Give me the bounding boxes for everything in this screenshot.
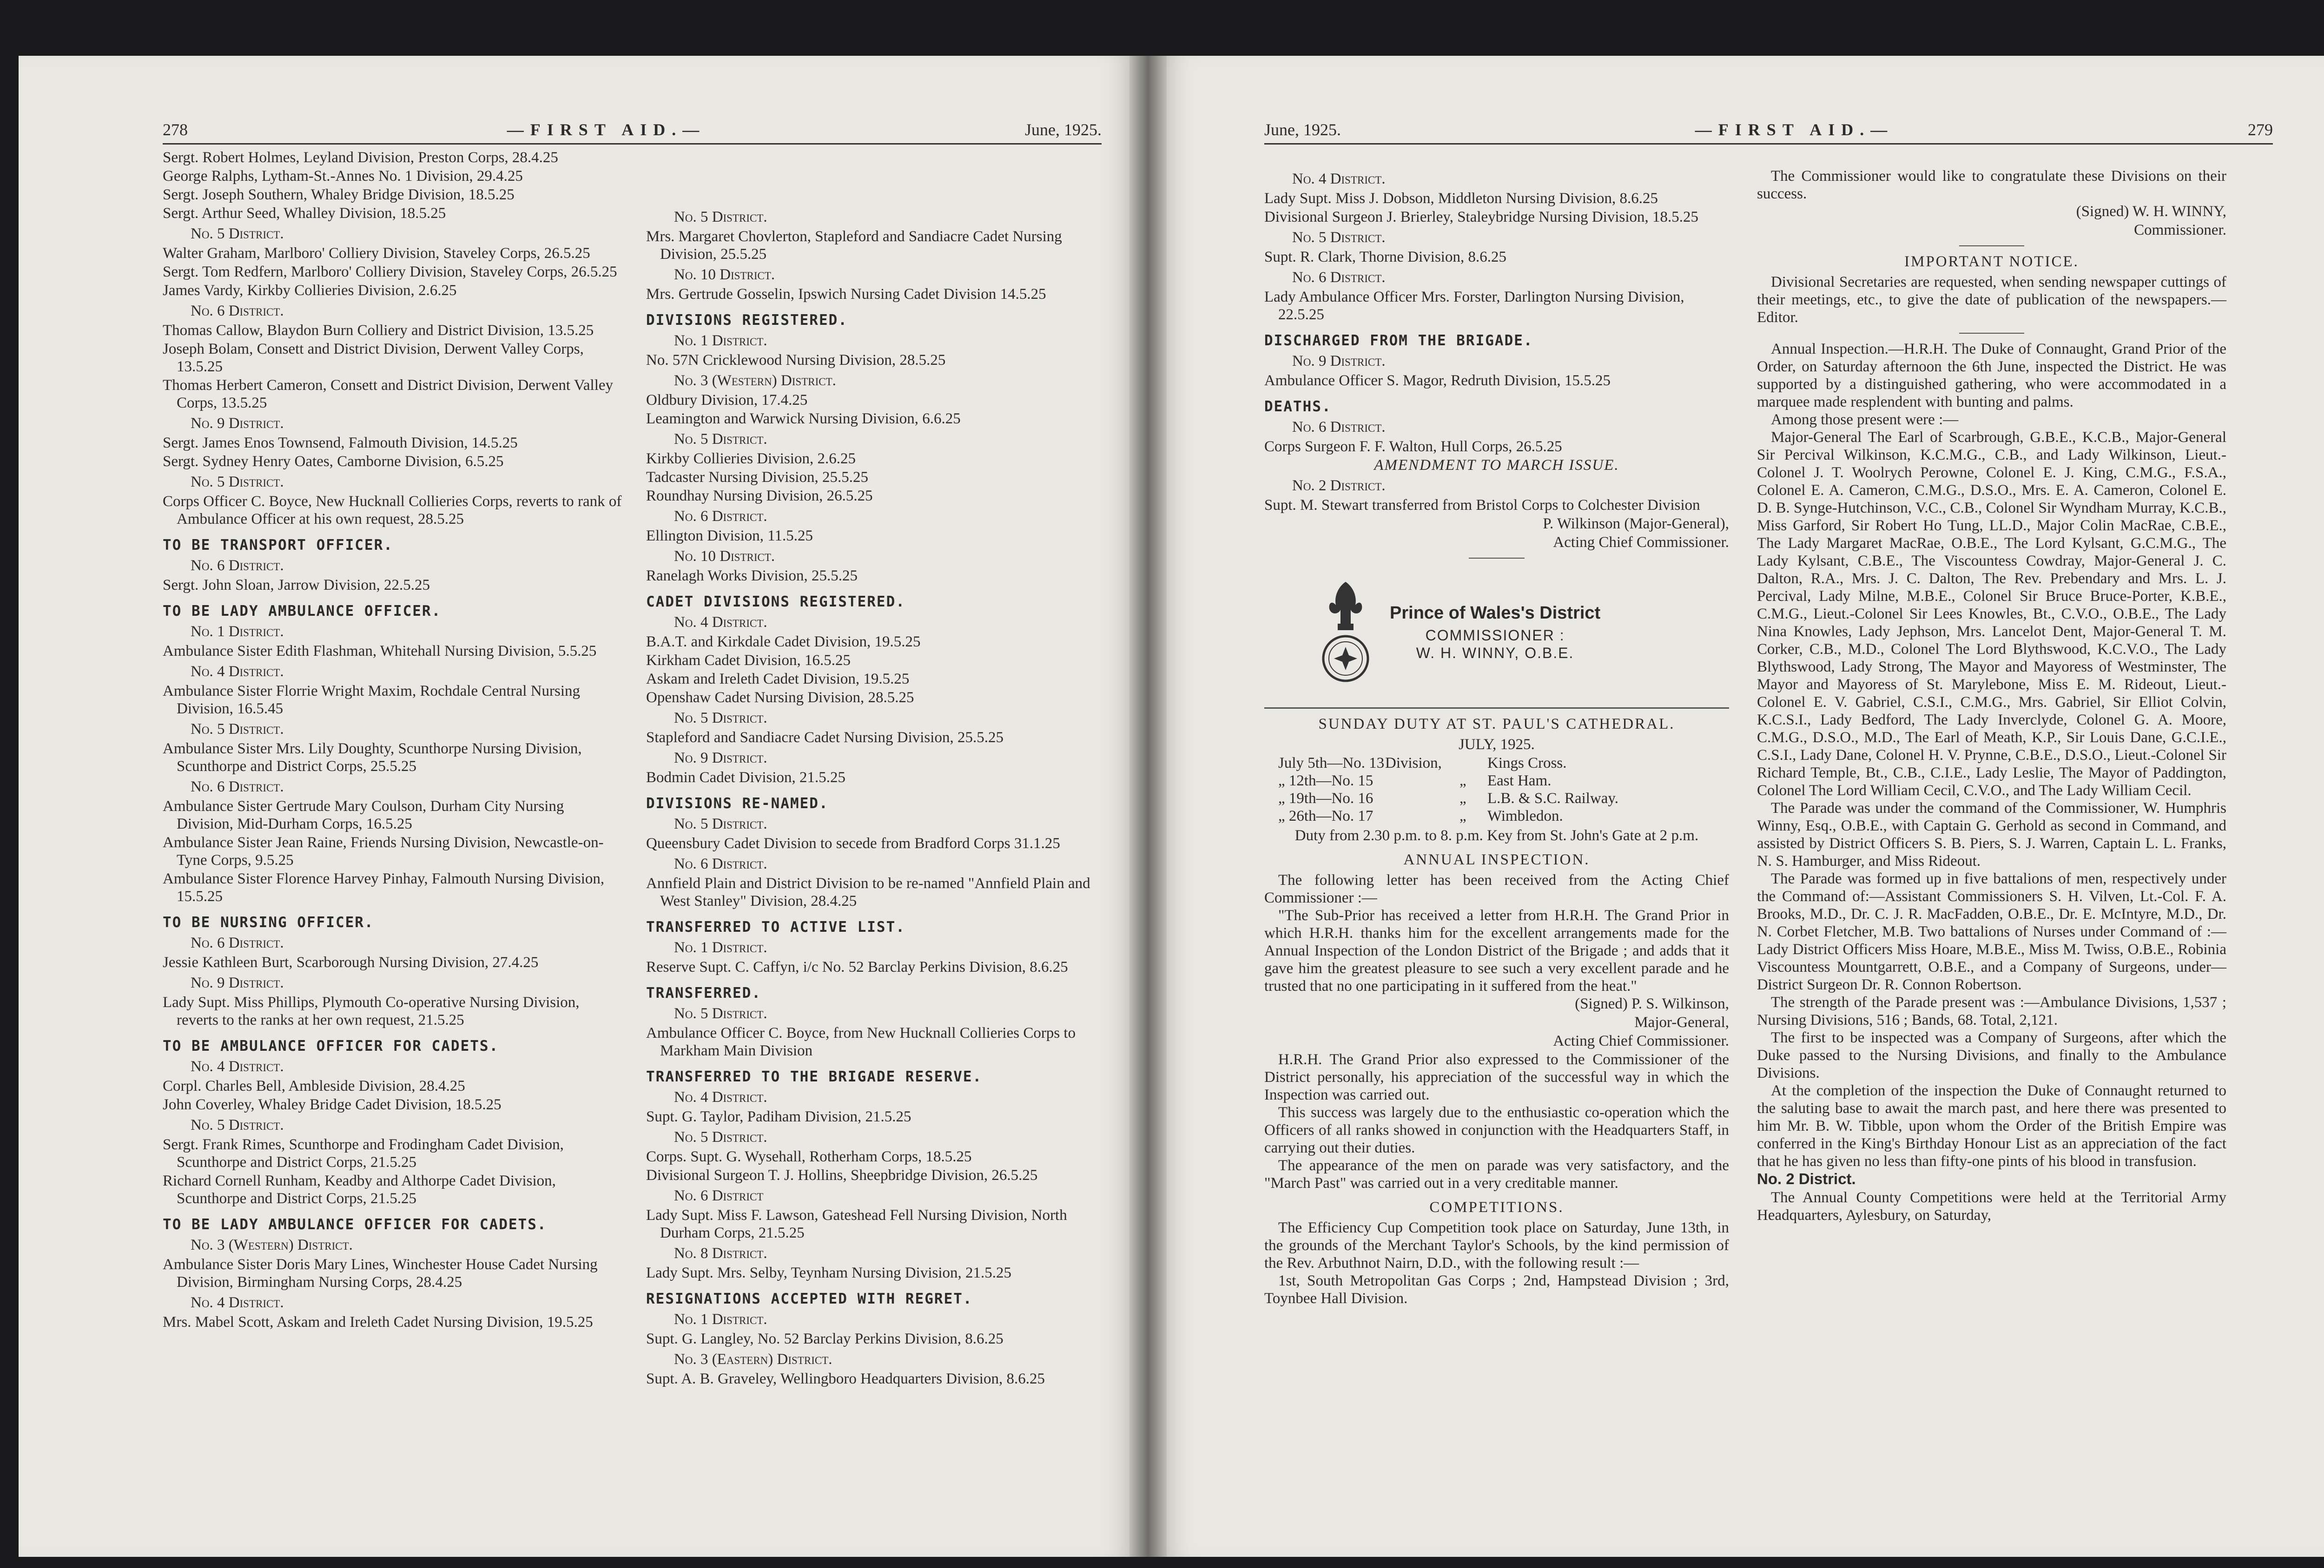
duty-cell: Wimbledon. [1487, 808, 1563, 824]
list-entry: Richard Cornell Runham, Keadby and Althorpe Cadet Division, Scunthorpe and District Corps, 21.5.25 [163, 1173, 556, 1207]
divider [1959, 245, 2024, 246]
list-entry: Ambulance Officer C. Boyce, from New Hucknall Collieries Corps to Markham Main Division [646, 1025, 1076, 1059]
paragraph: The Efficiency Cup Competition took place on Saturday, June 13th, in the grounds of the Merchant Taylor's Schools, by the kind permission of the Rev. Arbuthnot Nairn, D.D., with the following result :— [1264, 1219, 1729, 1272]
duty-cell: Kings Cross. [1487, 755, 1567, 771]
list-entry: No. 57N Cricklewood Nursing Division, 28.5.25 [646, 352, 946, 369]
district-subheading: No. 3 (Eastern) District. [674, 1351, 832, 1368]
list-entry: Supt. G. Langley, No. 52 Barclay Perkins Division, 8.6.25 [646, 1331, 1004, 1347]
duty-cell: „ 19th—No. 16 [1278, 790, 1373, 807]
section-heading: TRANSFERRED TO ACTIVE LIST. [646, 919, 905, 936]
divider [1264, 707, 1729, 709]
district-subheading: No. 5 District. [674, 710, 767, 726]
district-subheading: No. 5 District. [674, 1005, 767, 1022]
section-heading: TO BE TRANSPORT OFFICER. [163, 537, 393, 553]
list-entry: Kirkham Cadet Division, 16.5.25 [646, 652, 851, 669]
page-header [1264, 112, 2273, 145]
district-subheading: No. 5 District. [674, 209, 767, 225]
district-subheading: No. 5 District. [674, 816, 767, 832]
district-heading: No. 2 District. [1757, 1170, 1856, 1187]
list-entry: Sergt. James Enos Townsend, Falmouth Division, 14.5.25 [163, 435, 518, 451]
divider [1469, 558, 1525, 559]
list-entry: Ambulance Sister Florence Harvey Pinhay, Falmouth Nursing Division, 15.5.25 [163, 870, 605, 905]
district-subheading: No. 5 District. [674, 431, 767, 448]
list-entry: Sergt. Arthur Seed, Whalley Division, 18.5.25 [163, 205, 446, 222]
duty-row [1264, 790, 1729, 807]
list-entry: Sergt. Robert Holmes, Leyland Division, Preston Corps, 28.4.25 [163, 149, 558, 166]
duty-cell: Division, [1385, 755, 1442, 771]
district-subheading: No. 5 District. [1292, 229, 1386, 246]
commissioner-label: COMMISSIONER : [1425, 627, 1565, 644]
duty-row [1264, 754, 1729, 772]
district-subheading: No. 4 District. [1292, 171, 1386, 187]
section-heading: RESIGNATIONS ACCEPTED WITH REGRET. [646, 1291, 973, 1307]
list-entry: Ellington Division, 11.5.25 [646, 527, 813, 544]
orders-list [1264, 170, 1729, 551]
list-entry: Askam and Ireleth Cadet Division, 19.5.25 [646, 671, 910, 687]
list-entry: Corps. Supt. G. Wysehall, Rotherham Corps, 18.5.25 [646, 1148, 972, 1165]
list-entry: Corps Surgeon F. F. Walton, Hull Corps, 26.5.25 [1264, 438, 1562, 455]
section-heading: TO BE LADY AMBULANCE OFFICER FOR CADETS. [163, 1216, 547, 1233]
list-entry: Sergt. Tom Redfern, Marlboro' Colliery Division, Staveley Corps, 26.5.25 [163, 264, 617, 280]
list-entry: Lady Ambulance Officer Mrs. Forster, Darlington Nursing Division, 22.5.25 [1264, 289, 1684, 323]
list-entry: Supt. R. Clark, Thorne Division, 8.6.25 [1264, 249, 1506, 265]
section-title: ANNUAL INSPECTION. [1403, 851, 1590, 868]
paragraph: H.R.H. The Grand Prior also expressed to the Commissioner of the District personally, his appreciation of the successful way in which the Inspection was carried out. [1264, 1051, 1729, 1103]
district-subheading: No. 3 (Western) District. [674, 372, 836, 389]
list-entry: Divisional Surgeon J. Brierley, Staleybridge Nursing Division, 18.5.25 [1264, 209, 1699, 225]
list-entry: Thomas Herbert Cameron, Consett and District Division, Derwent Valley Corps, 13.5.25 [163, 377, 614, 411]
right-column-2 [1757, 167, 2226, 1224]
district-subheading: No. 1 District. [674, 939, 767, 956]
list-entry: Lady Supt. Mrs. Selby, Teynham Nursing Division, 21.5.25 [646, 1265, 1012, 1281]
district-subheading: No. 1 District. [674, 1311, 767, 1328]
district-subheading: No. 6 District. [191, 778, 284, 795]
district-subheading: No. 4 District. [191, 1058, 284, 1075]
duty-row [1264, 772, 1729, 790]
section-heading: DISCHARGED FROM THE BRIGADE. [1264, 332, 1533, 349]
page-number: 279 [2248, 120, 2273, 139]
district-subheading: No. 9 District. [1292, 353, 1386, 369]
signature-line: Major-General, [1634, 1014, 1729, 1031]
district-subheading: No. 1 District. [674, 332, 767, 349]
list-entry: Tadcaster Nursing Division, 25.5.25 [646, 469, 868, 486]
paragraph: The appearance of the men on parade was very satisfactory, and the "March Past" was carried out in a very creditable manner. [1264, 1157, 1729, 1192]
duty-row [1264, 807, 1729, 825]
paragraph: This success was largely due to the enthusiastic co-operation which the Officers of all ranks showed in conjunction with the Headquarters Staff, in carrying out their duties. [1264, 1104, 1729, 1156]
district-subheading: No. 6 District. [1292, 269, 1386, 286]
list-entry: Stapleford and Sandiacre Cadet Nursing Division, 25.5.25 [646, 729, 1004, 746]
list-entry: Corps Officer C. Boyce, New Hucknall Collieries Corps, reverts to rank of Ambulance Officer at his own request, 28.5.25 [163, 493, 622, 527]
section-heading: TRANSFERRED. [646, 985, 761, 1001]
list-entry: Walter Graham, Marlboro' Colliery Division, Staveley Corps, 26.5.25 [163, 245, 590, 262]
list-entry: John Coverley, Whaley Bridge Cadet Division, 18.5.25 [163, 1096, 502, 1113]
paragraph: The Parade was under the command of the Commissioner, W. Humphris Winny, Esq., O.B.E., with Captain G. Gerhold as second in Command, and assisted by District Officers S. B. Piers, S. J. Warren, Captain L. L. Franks, N. S. Hamburger, and Miss Rideout. [1757, 800, 2226, 870]
list-entry: Oldbury Division, 17.4.25 [646, 392, 808, 408]
duty-cell: L.B. & S.C. Railway. [1487, 790, 1619, 807]
list-entry: Mrs. Mabel Scott, Askam and Ireleth Cadet Nursing Division, 19.5.25 [163, 1314, 593, 1331]
paragraph: The following letter has been received from the Acting Chief Commissioner :— [1264, 872, 1729, 906]
signature-line: (Signed) P. S. Wilkinson, [1575, 995, 1729, 1012]
district-subheading: No. 6 District. [674, 856, 767, 872]
paragraph: Major-General The Earl of Scarbrough, G.B.E., K.C.B., Major-General Sir Percival Wilkinson, K.C.M.G., C.B., and Lady Wilkinson, Lieut.-Colonel J. T. Woolrych Perowne, Colonel E. J. King, C.M.G., F.S.A., Colonel E. A. Cameron, C.M.G., D.S.O., Mrs. E. A. Cameron, Colonel E. D. B. Synge-Hutchinson, V.C., C.B., Colonel Sir Wyndham Murray, K.C.B., Miss Garford, Sir Robert Ho Tung, LL.D., Major Colin MacRae, C.B.E., The Lady Margaret MacRae, O.B.E., The Lord Kylsant, G.C.M.G., The Lady Kylsant, C.B.E., The Viscountess Cowdray, Major-General J. C. Dalton, R.A., Mrs. J. C. Dalton, The Rev. Prebendary and Mrs. L. J. Percival, Lady Milne, M.B.E., Colonel Sir Bruce Bruce-Porter, K.B.E., C.M.G., Lieut.-Colonel Sir Lees Knowles, Bt., C.V.O., O.B.E., The Lady Nina Knowles, Lady Jephson, Mrs. Lancelot Dent, Major-General T. M. Corker, C.B., M.D., Colonel The Lord Blythswood, K.C.V.O., The Lady Blythswood, Lady Strong, The Mayor and Mayoress of Westminster, The Mayor and Mayoress of St. Marylebone, Miss E. M. Rideout, Lieut.-Colonel E. V. Gabriel, C.S.I., C.M.G., Mrs. Gabriel, Sir Elliot Colvin, K.C.S.I., Lady Bedford, The Lady Inverclyde, Colonel G. A. Moore, C.M.G., D.S.O., M.D., The Earl of Meath, K.P., Sir Louis Dane, G.C.I.E., C.S.I., Lady Dane, Colonel H. V. Prynne, C.B.E., D.S.O., Lieut.-Colonel Sir Richard Temple, Bt., C.B., C.I.E., Lady Leslie, The Mayor of Paddington, Colonel The Lord William Cecil, C.V.O., and The Lady William Cecil. [1757, 429, 2226, 799]
district-subheading: No. 4 District. [674, 614, 767, 631]
right-column-1 [1264, 167, 1729, 1307]
district-subheading: No. 6 District. [674, 508, 767, 525]
district-subheading: No. 6 District. [191, 557, 284, 574]
section-title: IMPORTANT NOTICE. [1904, 253, 2079, 270]
paragraph: 1st, South Metropolitan Gas Corps ; 2nd, Hampstead Division ; 3rd, Toynbee Hall Division. [1264, 1272, 1729, 1307]
duty-cell [1459, 754, 1487, 772]
section-heading: DIVISIONS RE-NAMED. [646, 795, 829, 812]
signature-line: Acting Chief Commissioner. [1553, 534, 1729, 551]
list-entry: Reserve Supt. C. Caffyn, i/c No. 52 Barclay Perkins Division, 8.6.25 [646, 959, 1068, 975]
duty-cell: „ 26th—No. 17 [1278, 808, 1373, 824]
list-entry: Ranelagh Works Division, 25.5.25 [646, 567, 858, 584]
centered-line: JULY, 1925. [1459, 736, 1535, 753]
duty-cell: July 5th—No. 13 [1278, 755, 1385, 771]
journal-title: —FIRST AID.— [1695, 120, 1894, 139]
list-entry: Joseph Bolam, Consett and District Division, Derwent Valley Corps, 13.5.25 [163, 341, 584, 375]
paragraph: The strength of the Parade present was :—Ambulance Divisions, 1,537 ; Nursing Divisions, 516 ; Bands, 68. Total, 2,121. [1757, 994, 2226, 1028]
list-entry: B.A.T. and Kirkdale Cadet Division, 19.5.25 [646, 633, 921, 650]
section-heading: TRANSFERRED TO THE BRIGADE RESERVE. [646, 1068, 983, 1085]
list-entry: Sergt. Joseph Southern, Whaley Bridge Division, 18.5.25 [163, 186, 515, 203]
paragraph: Among those present were :— [1771, 411, 1959, 428]
page-header [163, 112, 1102, 145]
duty-cell [1385, 807, 1459, 825]
commissioner-name: W. H. WINNY, O.B.E. [1416, 645, 1574, 661]
paragraph: Annual Inspection.—H.R.H. The Duke of Connaught, Grand Prior of the Order, on Saturday afternoon the 6th June, inspected the District. He was supported by a distinguished gathering, who were accommodated in a marquee made resplendent with bunting and palms. [1757, 341, 2226, 410]
list-entry: Mrs. Gertrude Gosselin, Ipswich Nursing Cadet Division 14.5.25 [646, 286, 1046, 303]
signature-line: Commissioner. [2134, 222, 2226, 238]
signature-line: P. Wilkinson (Major-General), [1543, 515, 1729, 532]
list-entry: Sergt. Frank Rimes, Scunthorpe and Frodingham Cadet Division, Scunthorpe and District Corps, 21.5.25 [163, 1136, 564, 1171]
duty-cell [1385, 790, 1459, 807]
paragraph: The Parade was formed up in five battalions of men, respectively under the Command of:—Assistant Commissioners S. H. Vilven, Lt.-Col. F. A. Brooks, M.D., Dr. C. J. R. MacFadden, O.B.E., Dr. E. McIntyre, M.D., Dr. N. Corbet Fletcher, M.B. Two battalions of Nurses under Command of :—Lady District Officers Miss Hoare, M.B.E., Miss M. Twiss, O.B.E., Robinia Viscountess Mountgarrett, O.B.E., and a Company of Surgeons, under—District Surgeon Dr. R. Connon Robertson. [1757, 870, 2226, 993]
district-subheading: No. 10 District. [674, 548, 775, 565]
list-entry: Sergt. Sydney Henry Oates, Camborne Division, 6.5.25 [163, 453, 504, 470]
district-subheading: No. 4 District. [674, 1089, 767, 1106]
district-subheading: No. 5 District. [191, 225, 284, 242]
signature-line: (Signed) W. H. WINNY, [2076, 203, 2226, 220]
list-entry: Lady Supt. Miss F. Lawson, Gateshead Fell Nursing Division, North Durham Corps, 21.5.25 [646, 1207, 1067, 1241]
district-subheading: No. 2 District. [1292, 477, 1386, 494]
district-subheading: No. 10 District. [674, 266, 775, 283]
duty-cell: „ [1459, 772, 1466, 789]
list-entry: Lady Supt. Miss Phillips, Plymouth Co-operative Nursing Division, reverts to the ranks at her own request, 21.5.25 [163, 994, 580, 1028]
prince-of-wales-crest-icon [1320, 577, 1371, 689]
district-subheading: No. 4 District. [191, 663, 284, 680]
section-title: SUNDAY DUTY AT ST. PAUL'S CATHEDRAL. [1318, 716, 1675, 732]
divider [1959, 333, 2024, 334]
duty-cell: „ [1459, 790, 1466, 807]
issue-date: June, 1925. [1025, 120, 1102, 139]
list-entry: Ambulance Sister Gertrude Mary Coulson, Durham City Nursing Division, Mid-Durham Corps, 16.5.25 [163, 798, 564, 832]
district-subheading: No. 8 District. [674, 1245, 767, 1262]
district-heading [1320, 577, 1729, 689]
duty-roster [1264, 754, 1729, 825]
issue-date: June, 1925. [1264, 120, 1341, 139]
signature-line: Acting Chief Commissioner. [1553, 1033, 1729, 1049]
book-gutter [1129, 56, 1167, 1557]
list-entry: Roundhay Nursing Division, 26.5.25 [646, 488, 873, 504]
district-subheading: No. 9 District. [191, 975, 284, 991]
section-heading: TO BE AMBULANCE OFFICER FOR CADETS. [163, 1038, 499, 1054]
section-heading: TO BE NURSING OFFICER. [163, 914, 374, 931]
district-subheading: No. 5 District. [674, 1129, 767, 1146]
duty-heading [1264, 715, 1729, 753]
list-entry: Sergt. John Sloan, Jarrow Division, 22.5.25 [163, 577, 430, 593]
list-entry: Ambulance Sister Doris Mary Lines, Winchester House Cadet Nursing Division, Birmingham Nursing Corps, 28.4.25 [163, 1256, 598, 1291]
list-entry: Ambulance Sister Edith Flashman, Whitehall Nursing Division, 5.5.25 [163, 643, 597, 659]
duty-cell: East Ham. [1487, 772, 1552, 789]
district-subheading: No. 4 District. [191, 1294, 284, 1311]
list-entry: Ambulance Sister Florrie Wright Maxim, Rochdale Central Nursing Division, 16.5.45 [163, 683, 581, 717]
list-entry: Kirkby Collieries Division, 2.6.25 [646, 450, 856, 467]
paragraph: "The Sub-Prior has received a letter from H.R.H. The Grand Prior in which H.R.H. thanks him for the excellent arrangements made for the Annual Inspection of the London District of the Brigade ; and adds that it gave him the greatest pleasure to see such a very excellent parade and he trusted that no one participating in it suffered from the heat." [1264, 907, 1729, 995]
list-entry: Ambulance Officer S. Magor, Redruth Division, 15.5.25 [1264, 372, 1611, 389]
district-subheading: No. 6 District. [191, 935, 284, 951]
paragraph: The Annual County Competitions were held at the Territorial Army Headquarters, Aylesbury, on Saturday, [1757, 1189, 2226, 1224]
duty-time: Duty from 2.30 p.m. to 8. p.m. Key from St. John's Gate at 2 p.m. [1294, 827, 1699, 844]
list-entry: Annfield Plain and District Division to be re-named "Annfield Plain and West Stanley" Division, 28.4.25 [646, 875, 1090, 909]
paragraph: Divisional Secretaries are requested, when sending newspaper cuttings of their meetings, etc., to give the date of publication of the newspapers.—Editor. [1757, 274, 2226, 326]
list-entry: Supt. G. Taylor, Padiham Division, 21.5.25 [646, 1108, 911, 1125]
paragraph: The first to be inspected was a Company of Surgeons, after which the Duke passed to the Nursing Divisions, and finally to the Ambulance Divisions. [1757, 1029, 2226, 1081]
list-entry: Lady Supt. Miss J. Dobson, Middleton Nursing Division, 8.6.25 [1264, 190, 1658, 207]
left-column-1 [163, 149, 623, 1332]
district-subheading: No. 1 District. [191, 623, 284, 640]
list-entry: James Vardy, Kirkby Collieries Division, 2.6.25 [163, 282, 457, 299]
list-entry: Divisional Surgeon T. J. Hollins, Sheepbridge Division, 26.5.25 [646, 1167, 1038, 1184]
section-title: COMPETITIONS. [1429, 1199, 1564, 1216]
list-entry: Thomas Callow, Blaydon Burn Colliery and District Division, 13.5.25 [163, 322, 594, 339]
district-subheading: No. 3 (Western) District. [191, 1237, 353, 1253]
district-subheading: No. 5 District. [191, 1117, 284, 1133]
section-heading: DEATHS. [1264, 398, 1332, 415]
list-entry: Ambulance Sister Mrs. Lily Doughty, Scunthorpe Nursing Division, Scunthorpe and District Corps, 25.5.25 [163, 740, 582, 775]
left-page [19, 56, 1129, 1557]
list-entry: Mrs. Margaret Chovlerton, Stapleford and Sandiacre Cadet Nursing Division, 25.5.25 [646, 228, 1062, 263]
list-entry: George Ralphs, Lytham-St.-Annes No. 1 Division, 29.4.25 [163, 168, 523, 184]
section-heading: DIVISIONS REGISTERED. [646, 312, 848, 329]
section-heading: CADET DIVISIONS REGISTERED. [646, 593, 905, 610]
section-heading: TO BE LADY AMBULANCE OFFICER. [163, 603, 442, 619]
district-subheading: No. 5 District. [191, 474, 284, 490]
page-number: 278 [163, 120, 188, 139]
list-entry: Openshaw Cadet Nursing Division, 28.5.25 [646, 689, 914, 706]
list-entry: Ambulance Sister Jean Raine, Friends Nursing Division, Newcastle-on-Tyne Corps, 9.5.25 [163, 834, 604, 869]
duty-cell: „ [1459, 808, 1466, 824]
district-subheading: No. 6 District [674, 1187, 764, 1204]
right-page [1167, 56, 2324, 1557]
journal-title: —FIRST AID.— [507, 120, 706, 139]
list-entry: Supt. A. B. Graveley, Wellingboro Headquarters Division, 8.6.25 [646, 1370, 1045, 1387]
inspection-text [1264, 851, 1729, 1307]
italic-heading: AMENDMENT TO MARCH ISSUE. [1374, 457, 1619, 474]
list-entry: Corpl. Charles Bell, Ambleside Division, 28.4.25 [163, 1078, 465, 1094]
district-subheading: No. 9 District. [191, 415, 284, 432]
list-entry: Supt. M. Stewart transferred from Bristol Corps to Colchester Division [1264, 497, 1700, 514]
left-column-2 [646, 205, 1111, 1389]
paragraph: At the completion of the inspection the Duke of Connaught returned to the saluting base to await the march past, and here there was presented to him Mr. B. W. Tibble, upon whom the Order of the British Empire was conferred in the King's Birthday Honour List as an appreciation of the fact that he has given no less than fifty-one pints of his blood in transfusion. [1757, 1082, 2226, 1170]
district-subheading: No. 6 District. [191, 303, 284, 319]
list-entry: Queensbury Cadet Division to secede from Bradford Corps 31.1.25 [646, 835, 1060, 852]
duty-cell: „ 12th—No. 15 [1278, 772, 1373, 789]
list-entry: Jessie Kathleen Burt, Scarborough Nursing Division, 27.4.25 [163, 954, 539, 971]
paragraph: The Commissioner would like to congratulate these Divisions on their success. [1757, 168, 2226, 202]
district-subheading: No. 9 District. [674, 750, 767, 766]
list-entry: Bodmin Cadet Division, 21.5.25 [646, 769, 845, 786]
district-subheading: No. 5 District. [191, 721, 284, 738]
district-subheading: No. 6 District. [1292, 419, 1386, 435]
duty-cell [1385, 772, 1459, 790]
list-entry: Leamington and Warwick Nursing Division, 6.6.25 [646, 410, 961, 427]
district-title: Prince of Wales's District [1390, 603, 1601, 623]
